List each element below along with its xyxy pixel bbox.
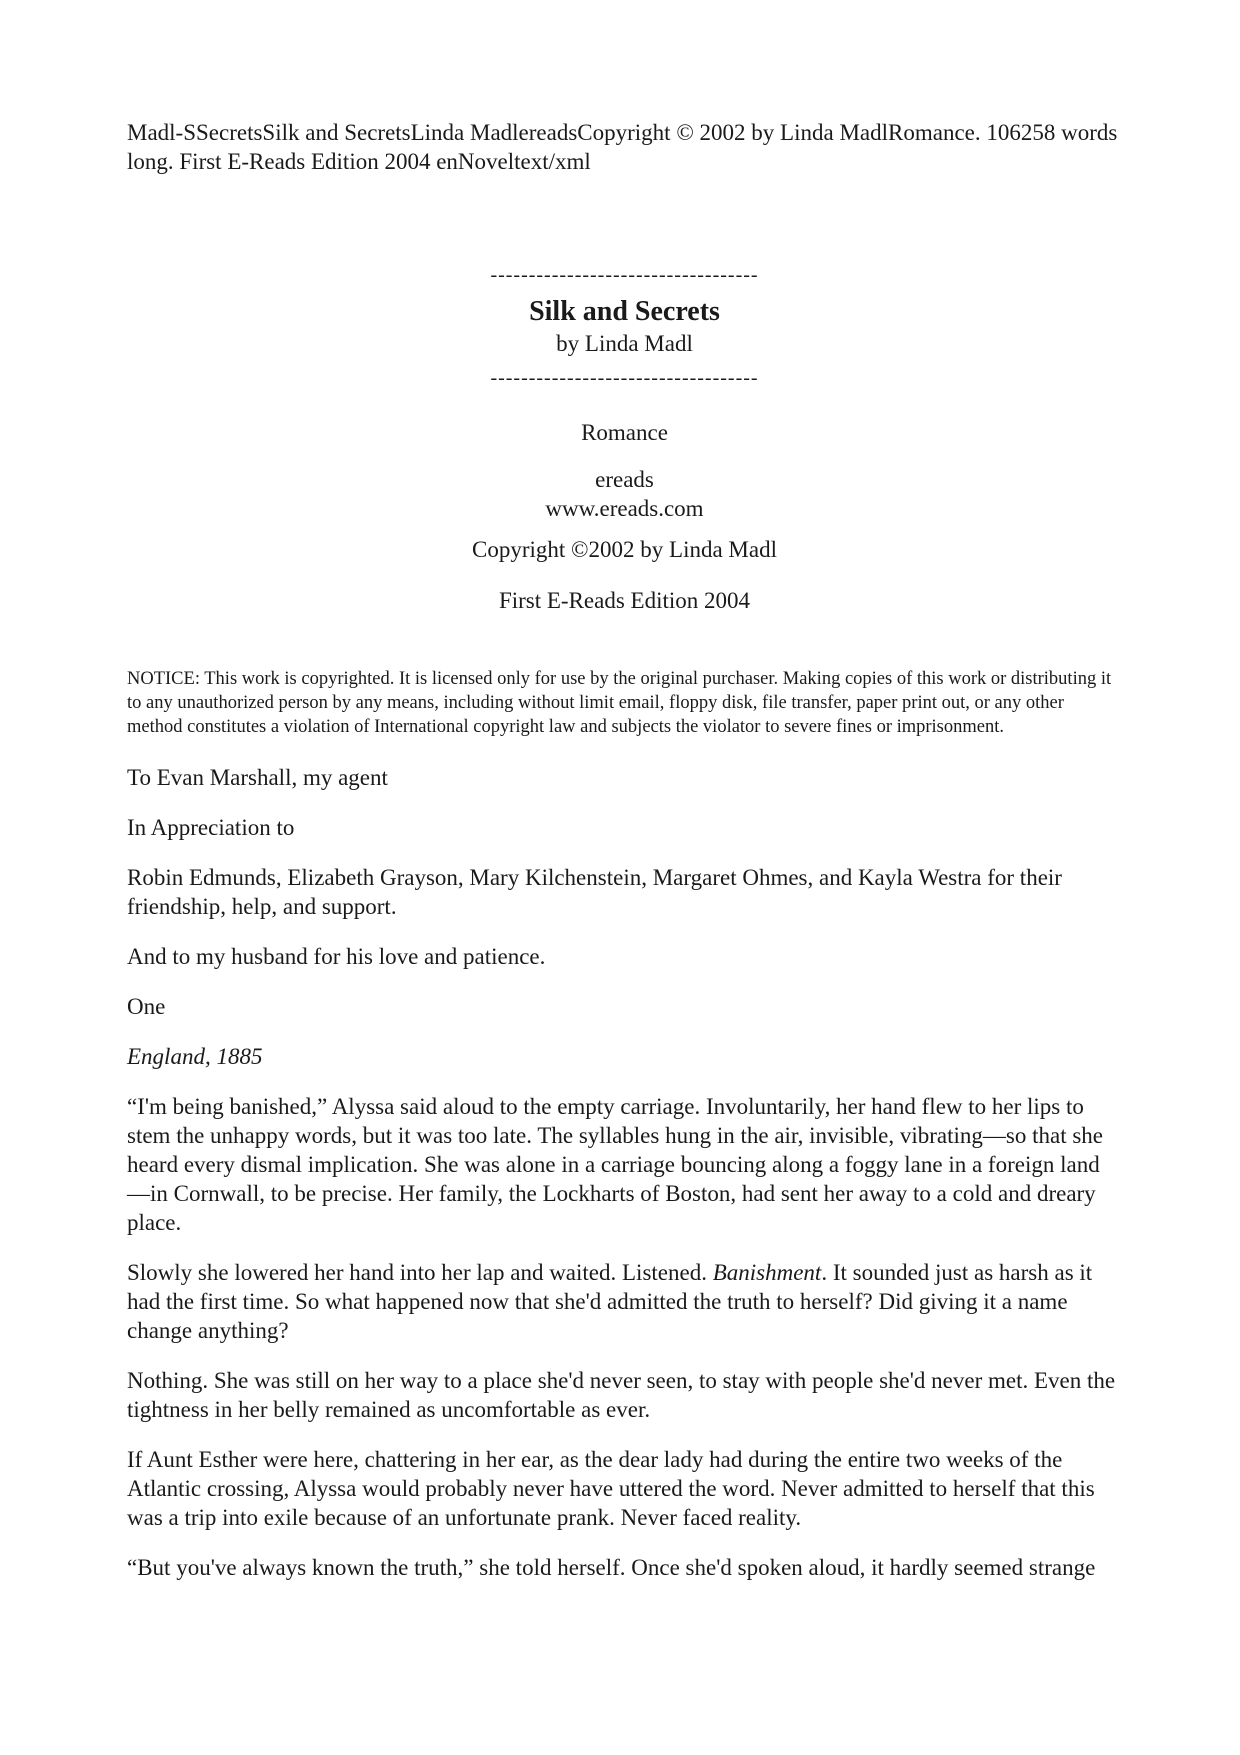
body-paragraph-4: If Aunt Esther were here, chattering in her ear, as the dear lady had during the entire two weeks of the Atlantic crossing, Alyssa would probably never have uttered the word. Never admitted to herself that this was a trip into exile because of an unfortunate prank. Never faced reality. — [127, 1447, 1095, 1530]
dedication-husband: And to my husband for his love and patience. — [127, 944, 546, 969]
appreciation-names: Robin Edmunds, Elizabeth Grayson, Mary Kilchenstein, Margaret Ohmes, and Kayla Westra for their friendship, help, and support. — [127, 865, 1062, 919]
body-paragraph-1: “I'm being banished,” Alyssa said aloud to the empty carriage. Involuntarily, her hand flew to her lips to stem the unhappy words, but it was too late. The syllables hung in the air, invisible, vibrating—so that she heard every dismal implication. She was alone in a carriage bouncing along a foggy lane in a foreign land—in Cornwall, to be precise. Her family, the Lockharts of Boston, had sent her away to a cold and dreary place. — [127, 1094, 1104, 1235]
publisher-name: ereads — [595, 467, 654, 492]
paragraph-2-rest: . It sounded just as harsh as it had the first time. So what happened now that she'd admitted the truth to herself? Did giving it a name change anything? — [127, 1260, 1093, 1343]
dedication-agent: To Evan Marshall, my agent — [127, 765, 388, 790]
paragraph-2-lead: Slowly she lowered her hand into her lap and waited. Listened. — [127, 1260, 713, 1285]
chapter-setting: England, 1885 — [127, 1044, 263, 1069]
paragraph-2-emphasis: Banishment — [712, 1260, 822, 1285]
author-byline: by Linda Madl — [556, 331, 693, 356]
body-paragraph-5: “But you've always known the truth,” she told herself. Once she'd spoken aloud, it hardly seemed strange — [127, 1555, 1096, 1580]
genre-label: Romance — [581, 420, 668, 445]
copyright-line: Copyright ©2002 by Linda Madl — [472, 537, 777, 562]
body-paragraph-2 — [127, 1258, 1122, 1345]
appreciation-heading: In Appreciation to — [127, 815, 295, 840]
edition-line: First E-Reads Edition 2004 — [498, 588, 751, 613]
title-rule-top: ----------------------------------- — [490, 264, 759, 286]
chapter-heading: One — [127, 994, 166, 1019]
publisher-website: www.ereads.com — [545, 496, 704, 521]
title-block — [127, 265, 1122, 388]
document-page — [127, 118, 1122, 1582]
title-rule-bottom: ----------------------------------- — [490, 367, 759, 389]
book-title: Silk and Secrets — [529, 296, 720, 327]
metadata-header: Madl-SSecretsSilk and SecretsLinda MadlereadsCopyright © 2002 by Linda MadlRomance. 106258 words long. First E-Reads Edition 2004 enNoveltext/xml — [127, 120, 1118, 174]
copyright-notice: NOTICE: This work is copyrighted. It is licensed only for use by the original purchaser. Making copies of this work or distributing it to any unauthorized person by any means, including without limit email, floppy disk, file transfer, paper print out, or any other method constitutes a violation of International copyright law and subjects the violator to severe fines or imprisonment. — [127, 669, 1112, 737]
body-paragraph-3: Nothing. She was still on her way to a place she'd never seen, to stay with people she'd never met. Even the tightness in her belly remained as uncomfortable as ever. — [127, 1368, 1116, 1422]
